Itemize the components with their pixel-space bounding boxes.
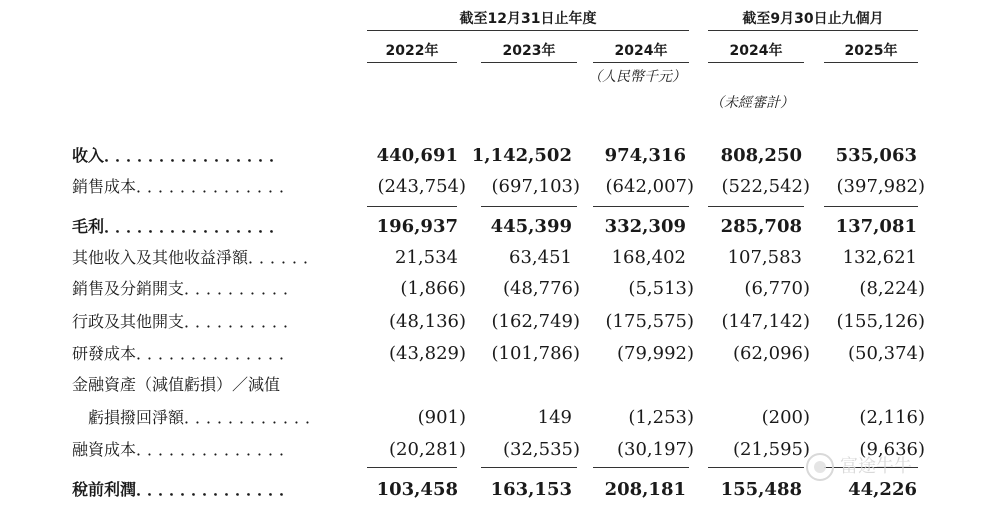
cell-2023: (32,535) [502,439,580,460]
cell-2024: (5,513) [628,278,694,299]
cell-2025-9m: 137,081 [835,216,917,237]
watermark-text: 富途牛牛 [840,456,912,477]
cell-2024: (30,197) [616,439,694,460]
cell-2024-9m: (200) [761,407,810,428]
row-label: 毛利．．．．．．．．．．．．．．．． [72,217,289,236]
cell-2025-9m: 132,621 [842,247,917,268]
row-label: 其他收入及其他收益淨額．．．．．． [72,248,323,267]
total-line-2022 [367,467,457,468]
year-header-2023: 2023年 [502,43,556,59]
cell-2022: (901) [417,407,466,428]
cell-2023: (48,776) [502,278,580,299]
cell-2024: (175,575) [605,311,694,332]
cell-2022: (243,754) [377,176,466,197]
table-row-impairment-header [0,370,983,400]
cell-2022: 196,937 [376,216,458,237]
table-row-other-income [0,243,983,273]
cell-2024: 332,309 [604,216,686,237]
subtotal-line-2022 [367,206,457,207]
year-header-2025-9m: 2025年 [844,43,898,59]
group-header-nine-months-line [708,30,918,31]
cell-2023: (697,103) [491,176,580,197]
cell-2024-9m: (21,595) [732,439,810,460]
cell-2025-9m: (9,636) [859,439,925,460]
table-row-admin-expenses [0,307,983,337]
cell-2024-9m: 285,708 [720,216,802,237]
group-header-fiscal-year-line [367,30,689,31]
year-header-2024-line [593,62,689,63]
watermark [806,452,912,481]
cell-2024-9m: 808,250 [720,145,802,166]
group-header-nine-months: 截至9月30日止九個月 [742,11,884,27]
group-header-fiscal-year: 截至12月31日止年度 [459,11,597,27]
cell-2024: (1,253) [628,407,694,428]
cell-2024-9m: 107,583 [727,247,802,268]
cell-2023: 1,142,502 [471,145,572,166]
table-row-selling-expenses [0,274,983,304]
total-line-2023 [481,467,577,468]
row-label: 銷售成本．．．．．．．．．．．．．． [72,177,299,196]
row-label: 收入．．．．．．．．．．．．．．．． [72,146,289,165]
cell-2022: (43,829) [388,343,466,364]
row-label: 稅前利潤．．．．．．．．．．．．．． [72,480,299,499]
row-label: 金融資產（減值虧損）／減值 [72,375,281,394]
cell-2022: (1,866) [400,278,466,299]
unaudited-note: （未經審計） [710,95,794,111]
cell-2024-9m: (147,142) [721,311,810,332]
futu-logo-icon [806,453,834,481]
year-header-2024-9m: 2024年 [729,43,783,59]
cell-2022: 21,534 [395,247,458,268]
year-header-2023-line [481,62,577,63]
cell-2025-9m: 535,063 [835,145,917,166]
year-header-2022: 2022年 [385,43,439,59]
row-label: 銷售及分銷開支．．．．．．．．．． [72,279,303,298]
cell-2024: (79,992) [616,343,694,364]
cell-2022: (48,136) [388,311,466,332]
cell-2023: 163,153 [490,479,572,500]
cell-2023: 445,399 [490,216,572,237]
cell-2024-9m: 155,488 [720,479,802,500]
table-row-rd-costs [0,339,983,369]
total-line-2024-9m [708,467,804,468]
table-row-revenue [0,141,983,171]
subtotal-line-2025-9m [824,206,918,207]
currency-note: （人民幣千元） [588,69,686,85]
cell-2024-9m: (6,770) [744,278,810,299]
year-header-2024: 2024年 [614,43,668,59]
year-header-2024-9m-line [708,62,804,63]
subtotal-line-2023 [481,206,577,207]
cell-2025-9m: (397,982) [836,176,925,197]
cell-2022: 440,691 [376,145,458,166]
cell-2025-9m: (50,374) [847,343,925,364]
cell-2024: 974,316 [604,145,686,166]
table-row-cost-of-sales [0,172,983,202]
cell-2025-9m: 44,226 [848,479,917,500]
cell-2023: 149 [537,407,572,428]
year-header-2022-line [367,62,457,63]
cell-2025-9m: (155,126) [836,311,925,332]
cell-2024-9m: (62,096) [732,343,810,364]
year-header-2025-9m-line [824,62,918,63]
table-row-gross-profit [0,212,983,242]
subtotal-line-2024-9m [708,206,804,207]
table-row-impairment-net [0,403,983,433]
cell-2023: 63,451 [509,247,572,268]
cell-2024: 168,402 [611,247,686,268]
cell-2024: 208,181 [604,479,686,500]
cell-2023: (162,749) [491,311,580,332]
cell-2025-9m: (8,224) [859,278,925,299]
row-label: 研發成本．．．．．．．．．．．．．． [72,344,299,363]
cell-2024-9m: (522,542) [721,176,810,197]
row-label: 融資成本．．．．．．．．．．．．．． [72,440,299,459]
cell-2022: 103,458 [376,479,458,500]
row-label: 行政及其他開支．．．．．．．．．． [72,312,303,331]
cell-2022: (20,281) [388,439,466,460]
total-line-2024 [593,467,689,468]
cell-2023: (101,786) [491,343,580,364]
subtotal-line-2024 [593,206,689,207]
row-label: 虧損撥回淨額．．．．．．．．．．．． [72,408,325,427]
cell-2024: (642,007) [605,176,694,197]
cell-2025-9m: (2,116) [859,407,925,428]
